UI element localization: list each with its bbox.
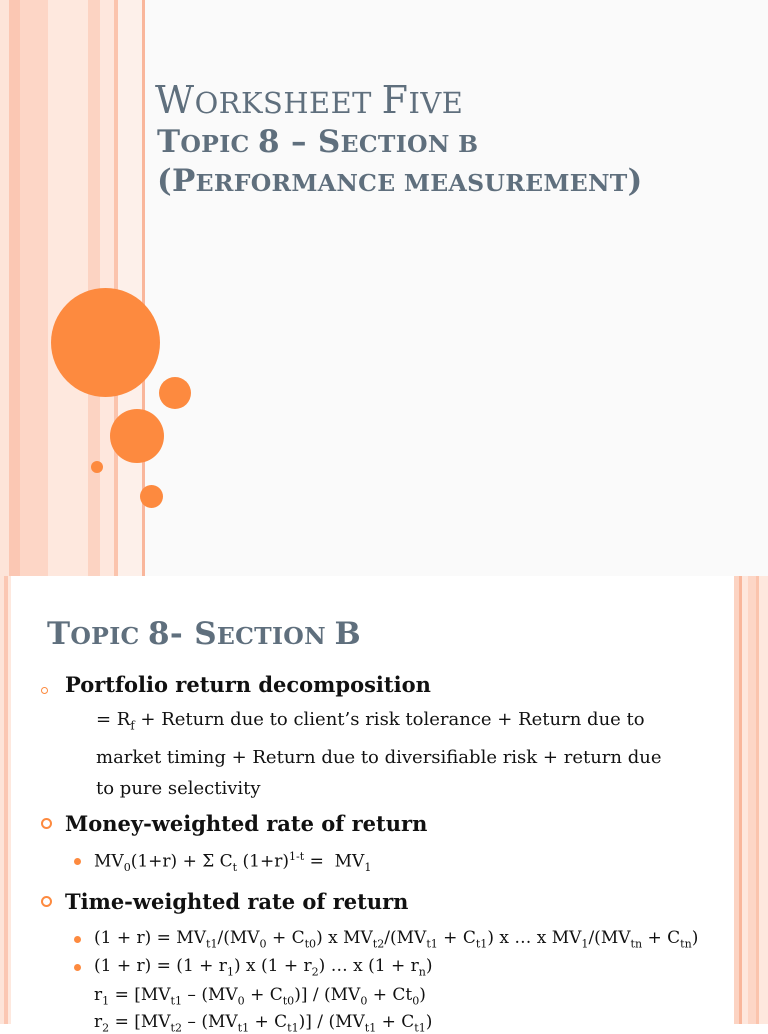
bullet-heading: Time-weighted rate of return (65, 889, 409, 914)
slide-title: WORKSHEET FIVE (155, 78, 464, 122)
bullet-icon (74, 858, 81, 865)
bullet-icon (41, 687, 48, 694)
bullet-heading: Money-weighted rate of return (65, 811, 428, 836)
stripe (0, 0, 9, 576)
formula: $MV_0(1+r) + \Sigma$ $C_t$ $(1+r)^{1-t} = MV_1$ (94, 850, 372, 875)
bullet-icon (41, 818, 52, 829)
stripe (9, 0, 20, 576)
bullet-heading: Portfolio return decomposition (65, 672, 431, 697)
stripe (118, 0, 142, 576)
content-slide (0, 576, 768, 1034)
formula: $r_1 = [MV_{t1} - (MV_0 + C_{t0})] / (MV_0 + Ct_0)$ (94, 985, 426, 1008)
bullet-text (96, 704, 662, 804)
bullet-icon (41, 896, 52, 907)
decor-circle (140, 485, 163, 508)
decor-circle (91, 461, 103, 473)
formula: $(1 + r) = MV_{t1}/(MV_0 + C_{t0})$ x $MV_{t2}/(MV_{t1} + C_{t1})$ x … x $MV_1/(MV_{tn} + C_{tn})$ (94, 928, 699, 951)
text-line: to pure selectivity (96, 777, 261, 799)
slide-subtitle: (PERFORMANCE MEASUREMENT) (157, 163, 643, 199)
text-line: = $R_f$ + Return due to client’s risk tolerance + Return due to (96, 709, 645, 733)
bullet-icon (74, 964, 81, 971)
text-line: market timing + Return due to diversifiable risk + return due (96, 746, 662, 768)
bullet-icon (74, 936, 81, 943)
stripe (748, 576, 756, 1024)
decor-circle-large (51, 288, 160, 397)
formula: $(1 + r) = (1 + r_1)$ x $(1 + r_2)$ … x $(1 + r_n)$ (94, 956, 433, 979)
formula: $r_2 = [MV_{t2} - (MV_{t1} + C_{t1})] / (MV_{t1} + C_{t1})$ (94, 1012, 433, 1034)
stripe (8, 576, 11, 1024)
slide-subtitle: TOPIC 8 – SECTION B (157, 124, 479, 160)
stripe (48, 0, 88, 576)
stripe (759, 576, 768, 1024)
decor-circle (159, 377, 191, 409)
stripe (20, 0, 48, 576)
decor-circle (110, 409, 164, 463)
slide-title: TOPIC 8- SECTION B (47, 616, 361, 652)
